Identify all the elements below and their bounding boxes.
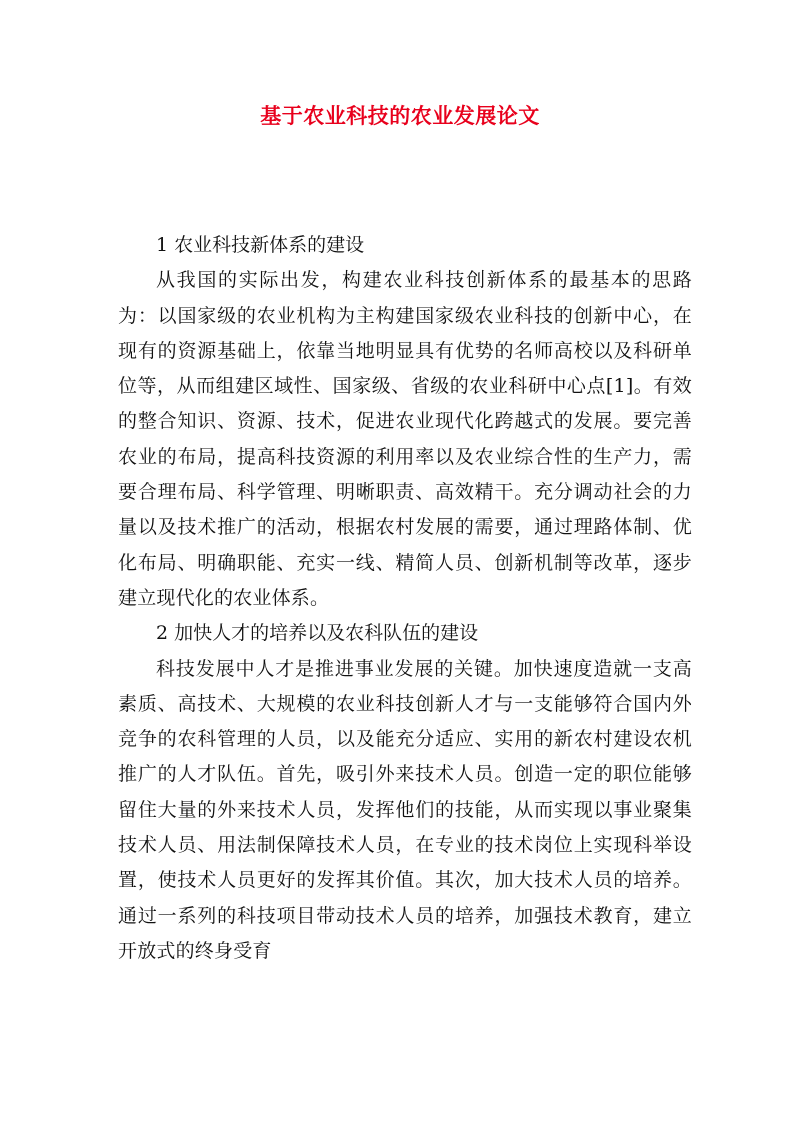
section-heading: 2 加快人才的培养以及农科队伍的建设: [156, 622, 479, 645]
document-body: [118, 228, 692, 969]
document-title: 基于农业科技的农业发展论文: [260, 103, 540, 128]
section-paragraph: 科技发展中人才是推进事业发展的关键。加快速度造就一支高素质、高技术、大规模的农业科技创新人才与一支能够符合国内外竞争的农科管理的人员，以及能充分适应、实用的新农村建设农机推广的人才队伍。首先，吸引外来技术人员。创造一定的职位能够留住大量的外来技术人员，发挥他们的技能，从而实现以事业聚集技术人员、用法制保障技术人员，在专业的技术岗位上实现科举设置，使技术人员更好的发挥其价值。其次，加大技术人员的培养。通过一系列的科技项目带动技术人员的培养，加强技术教育，建立开放式的终身受育: [118, 657, 692, 962]
section-paragraph: 从我国的实际出发，构建农业科技创新体系的最基本的思路为：以国家级的农业机构为主构建国家级农业科技的创新中心，在现有的资源基础上，依靠当地明显具有优势的名师高校以及科研单位等，从而组建区域性、国家级、省级的农业科研中心点[1]。有效的整合知识、资源、技术，促进农业现代化跨越式的发展。要完善农业的布局，提高科技资源的利用率以及农业综合性的生产力，需要合理布局、科学管理、明晰职责、高效精干。充分调动社会的力量以及技术推广的活动，根据农村发展的需要，通过理路体制、优化布局、明确职能、充实一线、精简人员、创新机制等改革，逐步建立现代化的农业体系。: [118, 269, 692, 609]
section-heading: 1 农业科技新体系的建设: [156, 234, 365, 256]
